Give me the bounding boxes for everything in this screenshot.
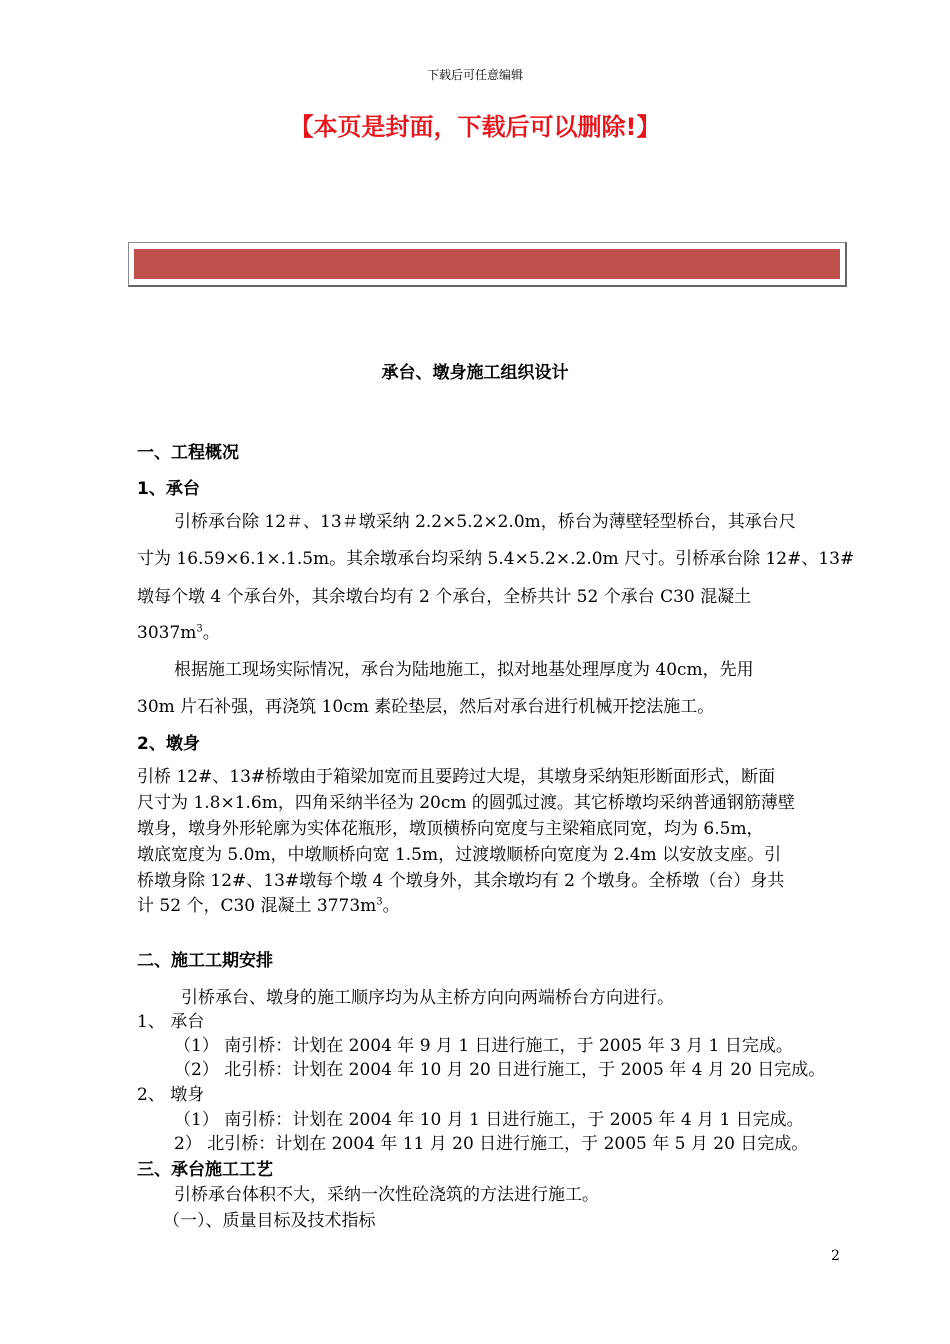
paragraph-line: 引桥承台除 12＃、13＃墩采纳 2.2×5.2×2.0m，桥台为薄壁轻型桥台，其承台尺 bbox=[174, 512, 796, 532]
section1-heading: 一、工程概况 bbox=[137, 443, 239, 463]
decorative-banner-frame bbox=[128, 242, 847, 287]
paragraph-line: 寸为 16.59×6.1×.1.5m。其余墩承台均采纳 5.4×5.2×.2.0m 尺寸。引桥承台除 12#、13# bbox=[137, 549, 855, 569]
decorative-banner bbox=[134, 249, 840, 279]
superscript: 3 bbox=[196, 623, 203, 635]
paragraph-line: 引桥承台体积不大，采纳一次性砼浇筑的方法进行施工。 bbox=[174, 1185, 599, 1205]
list-item: 2） 北引桥：计划在 2004 年 11 月 20 日进行施工，于 2005 年 5 月 20 日完成。 bbox=[174, 1134, 809, 1154]
paragraph-line: 30m 片石补强，再浇筑 10cm 素砼垫层，然后对承台进行机械开挖法施工。 bbox=[137, 697, 715, 717]
paragraph-line: 墩每个墩 4 个承台外，其余墩台均有 2 个承台，全桥共计 52 个承台 C30 混凝土 bbox=[137, 587, 752, 607]
list-item: 1、 承台 bbox=[137, 1012, 205, 1032]
list-item: 2、 墩身 bbox=[137, 1085, 205, 1105]
page-number: 2 bbox=[831, 1248, 840, 1264]
paragraph-line: 桥墩身除 12#、13#墩每个墩 4 个墩身外，其余墩均有 2 个墩身。全桥墩（台）身共 bbox=[137, 871, 785, 891]
list-item: （2） 北引桥：计划在 2004 年 10 月 20 日进行施工，于 2005 年 4 月 20 日完成。 bbox=[174, 1060, 826, 1080]
paragraph-text: 计 52 个，C30 混凝土 3773m bbox=[137, 896, 377, 916]
paragraph-line: 墩身，墩身外形轮廓为实体花瓶形，墩顶横桥向宽度与主梁箱底同宽，均为 6.5m， bbox=[137, 819, 764, 839]
paragraph-line: 根据施工现场实际情况，承台为陆地施工，拟对地基处理厚度为 40cm，先用 bbox=[174, 660, 754, 680]
list-item: （1） 南引桥：计划在 2004 年 10 月 1 日进行施工，于 2005 年 4 月 1 日完成。 bbox=[174, 1110, 804, 1130]
document-title: 承台、墩身施工组织设计 bbox=[381, 363, 569, 383]
paragraph-end: 。 bbox=[382, 896, 400, 916]
header-note: 下载后可任意编辑 bbox=[426, 68, 523, 82]
list-item: （1） 南引桥：计划在 2004 年 9 月 1 日进行施工，于 2005 年 3 月 1 日完成。 bbox=[174, 1036, 793, 1056]
paragraph-line bbox=[137, 618, 220, 643]
section3-heading: 三、承台施工工艺 bbox=[137, 1160, 273, 1180]
superscript: 3 bbox=[376, 896, 383, 908]
paragraph-line: 墩底宽度为 5.0m，中墩顺桥向宽 1.5m，过渡墩顺桥向宽度为 2.4m 以安放支座。引 bbox=[137, 845, 782, 865]
paragraph-line: 引桥 12#、13#桥墩由于箱梁加宽而且要跨过大堤，其墩身采纳矩形断面形式，断面 bbox=[137, 767, 776, 787]
paragraph-line bbox=[137, 891, 400, 916]
paragraph-line: 引桥承台、墩身的施工顺序均为从主桥方向向两端桥台方向进行。 bbox=[181, 988, 674, 1008]
paragraph-text: 3037m bbox=[137, 623, 197, 643]
section1-sub2-heading: 2、墩身 bbox=[137, 734, 200, 754]
cover-note: 【本页是封面，下载后可以删除!】 bbox=[289, 113, 661, 141]
section1-sub1-heading: 1、承台 bbox=[137, 479, 200, 499]
paragraph-end: 。 bbox=[202, 623, 220, 643]
paragraph-line: 尺寸为 1.8×1.6m，四角采纳半径为 20cm 的圆弧过渡。其它桥墩均采纳普通钢筋薄壁 bbox=[137, 793, 795, 813]
subsection-heading: （一）、质量目标及技术指标 bbox=[163, 1211, 376, 1231]
section2-heading: 二、施工工期安排 bbox=[137, 951, 273, 971]
